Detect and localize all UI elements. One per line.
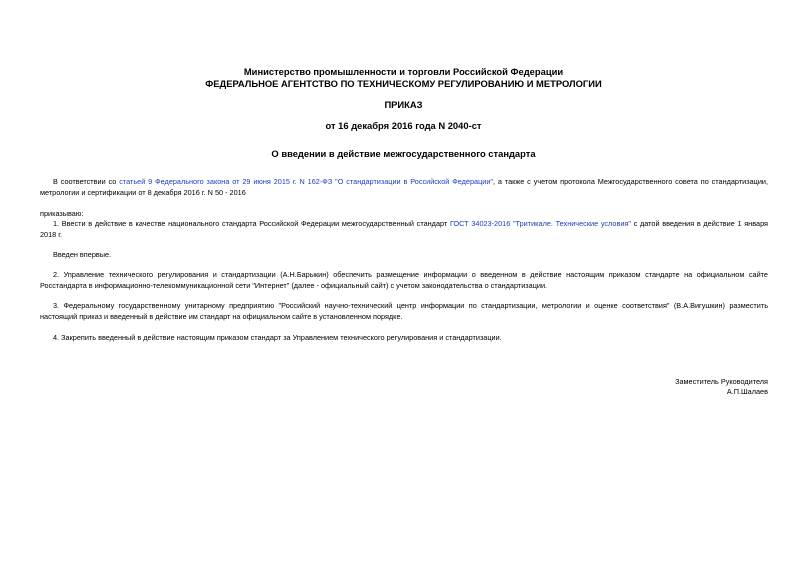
intro-prefix: В соответствии со (53, 177, 120, 186)
doc-type-heading: ПРИКАЗ (384, 99, 423, 110)
item-1-suffix: с датой введения в действие 1 января 2018 г. (40, 219, 768, 239)
intro-paragraph (40, 177, 768, 198)
agency-heading: ФЕДЕРАЛЬНОЕ АГЕНТСТВО ПО ТЕХНИЧЕСКОМУ РЕГУЛИРОВАНИЮ И МЕТРОЛОГИИ (205, 78, 602, 89)
signatory-position: Заместитель Руководителя (675, 377, 768, 386)
item-3-paragraph: 3. Федеральному государственному унитарному предприятию "Российский научно-технический центр информации по стандартизации, метрологии и оценке соответствия" (В.А.Вигушкин) разместить настоящий приказ и введенный в действие им стандарт на официальном сайте в установленном порядке. (40, 301, 768, 321)
gost-link[interactable]: ГОСТ 34023-2016 "Тритикале. Технические условия" (449, 219, 631, 228)
intro-suffix: , а также с учетом протокола Межгосударственного совета по стандартизации, метрологии и сертификации от 8 декабря 2016 г. N 50 - 2016 (40, 177, 769, 197)
order-word: приказываю: (40, 209, 84, 218)
ministry-heading: Министерство промышленности и торговли Российской Федерации (243, 66, 564, 77)
federal-law-link[interactable]: статьей 9 Федерального закона от 29 июня 2015 г. N 162-ФЗ "О стандартизации в Российской Федерации" (119, 177, 494, 186)
item-1-prefix: 1. Ввести в действие в качестве национального стандарта Российской Федерации межгосударственный стандарт (53, 219, 450, 228)
item-1-paragraph (40, 219, 768, 240)
item-2-paragraph: 2. Управление технического регулирования и стандартизации (А.Н.Барыкин) обеспечить размещение информации о введенном в действие настоящим приказом стандарте на официальном сайте Росстандарта в информационно-телекоммуникационной сети "Интернет" (далее - официальный сайт) с учетом законодательства о стандартизации. (40, 270, 768, 290)
date-number-heading: от 16 декабря 2016 года N 2040-ст (325, 120, 482, 131)
first-time-note: Введен впервые. (53, 250, 112, 259)
signatory-name: А.П.Шалаев (726, 387, 768, 396)
item-4-paragraph: 4. Закрепить введенный в действие настоящим приказом стандарт за Управлением технического регулирования и стандартизации. (53, 333, 502, 342)
document-title: О введении в действие межгосударственного стандарта (271, 148, 536, 159)
